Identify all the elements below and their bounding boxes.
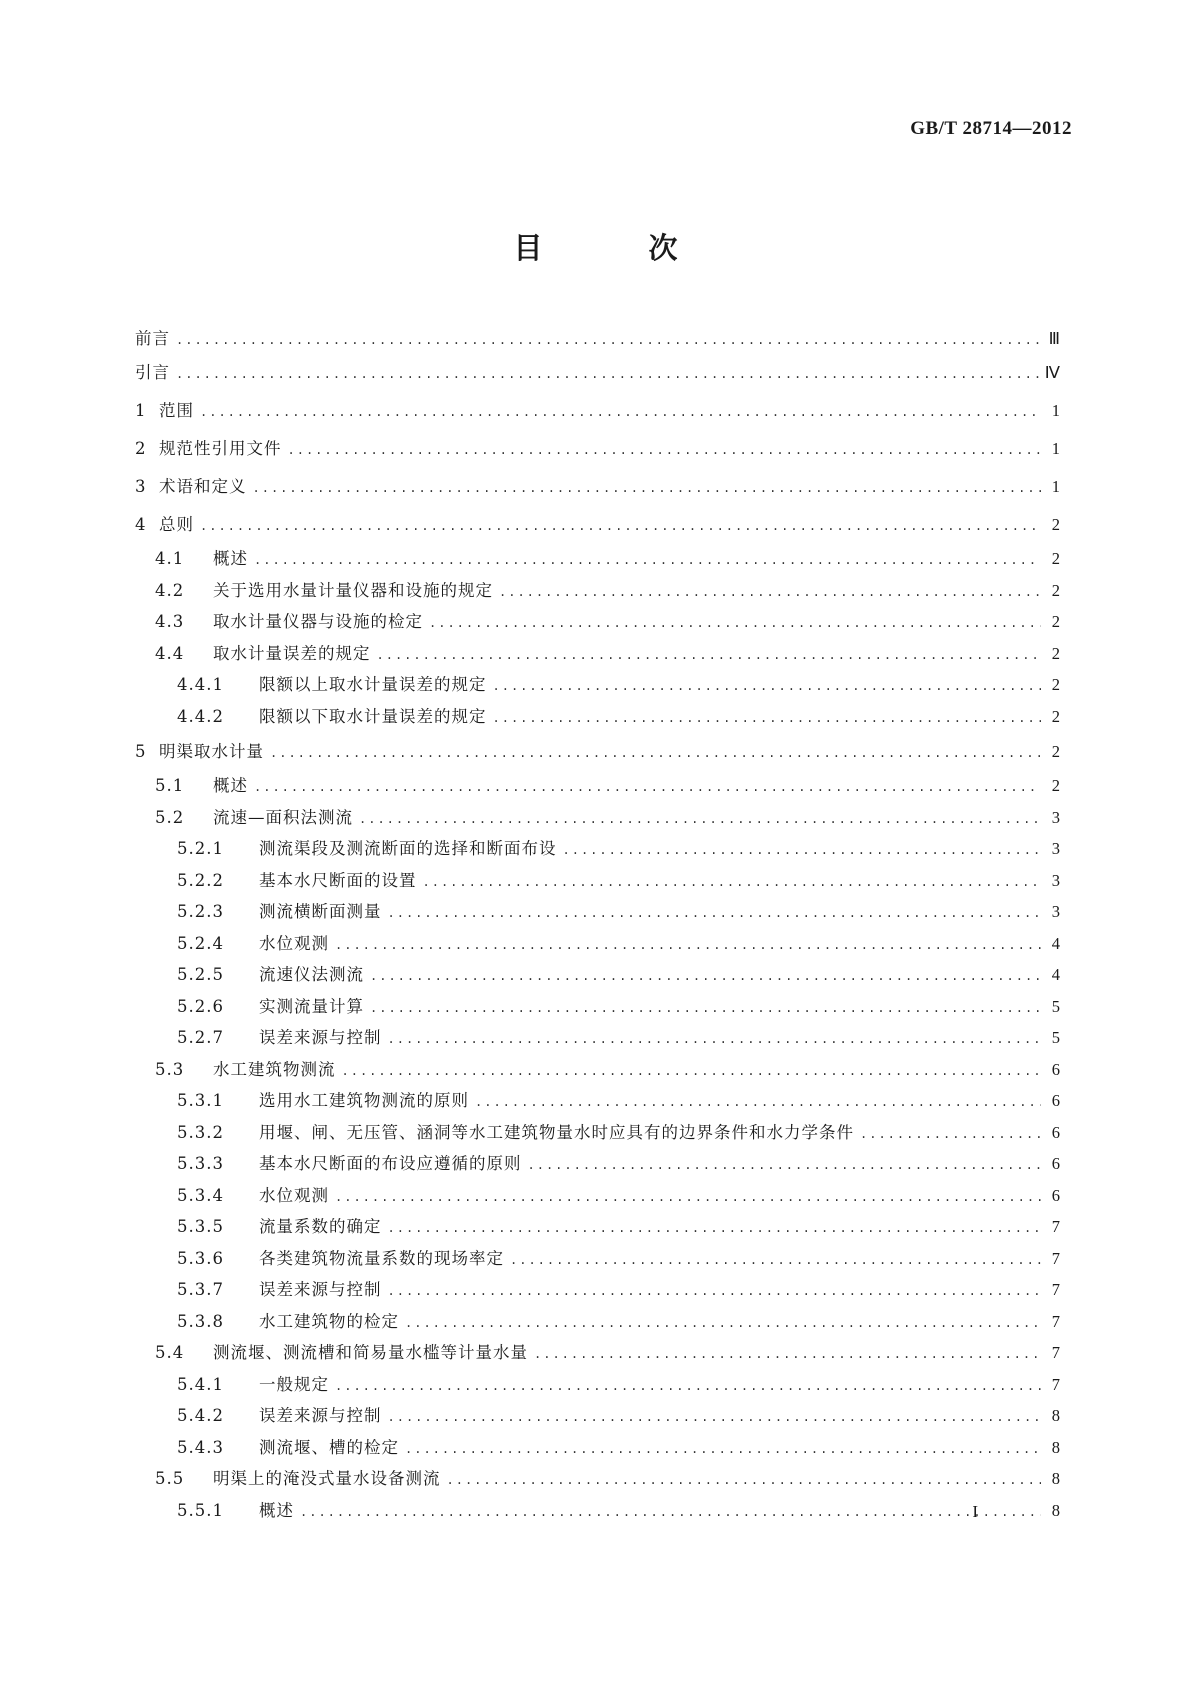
toc-entry-title: 总则	[159, 515, 194, 534]
toc-entry-page: 4	[1051, 965, 1061, 984]
toc-leader-dots	[528, 1158, 1042, 1172]
toc-entry-page: 2	[1051, 776, 1061, 795]
toc-leader-dots	[370, 1001, 1041, 1015]
toc-entry-title: 误差来源与控制	[259, 1028, 382, 1047]
toc-leader-dots	[499, 585, 1041, 599]
toc-entry	[135, 804, 1061, 836]
toc-leader-dots	[342, 1064, 1042, 1078]
toc-entry	[135, 1213, 1061, 1245]
toc-entry-page: 1	[1051, 401, 1061, 420]
toc-entry	[135, 435, 1061, 469]
toc-entry-page: 8	[1051, 1469, 1061, 1488]
toc-leader-dots	[860, 1127, 1041, 1141]
toc-entry	[135, 1308, 1061, 1340]
toc-entry-page: 5	[1051, 996, 1061, 1016]
toc-entry-title: 水工建筑物的检定	[259, 1311, 399, 1331]
toc-entry	[135, 473, 1061, 507]
page-number: I	[972, 1502, 978, 1521]
toc-entry-page: 7	[1051, 1248, 1061, 1268]
toc-entry	[135, 961, 1061, 993]
toc-entry-number: 3	[135, 477, 147, 496]
toc-entry-title: 流量系数的确定	[259, 1217, 382, 1236]
toc-entry-number: 4.4.2	[177, 706, 224, 726]
toc-entry-number: 5.3.8	[177, 1311, 224, 1331]
toc-entry-title: 一般规定	[259, 1374, 329, 1394]
toc-entry	[135, 1150, 1061, 1182]
toc-leader-dots	[370, 969, 1041, 983]
toc-entry-number: 5.4.1	[177, 1374, 224, 1394]
toc-leader-dots	[534, 1347, 1041, 1361]
toc-leader-dots	[300, 1505, 1041, 1519]
toc-entry	[135, 1024, 1061, 1056]
toc-entry-title: 概述	[213, 776, 248, 795]
toc-entry-page: 3	[1051, 807, 1061, 827]
toc-entry-number: 5.4.2	[177, 1406, 224, 1425]
toc-entry-page: 7	[1051, 1311, 1061, 1331]
toc-entry-number: 5.3.2	[177, 1122, 224, 1142]
toc-entry-title: 基本水尺断面的布设应遵循的原则	[259, 1154, 522, 1173]
toc-entry-title: 明渠上的淹没式量水设备测流	[213, 1469, 441, 1488]
toc-entry-number: 4.2	[155, 580, 185, 600]
toc-leader-dots	[176, 367, 1039, 381]
toc-entry-title: 流速—面积法测流	[213, 807, 353, 827]
toc-entry-title: 取水计量误差的规定	[213, 643, 371, 663]
toc-entry	[135, 1245, 1061, 1277]
toc-entry-page: 5	[1051, 1028, 1061, 1047]
toc-entry-page: 8	[1051, 1406, 1061, 1425]
toc-entry-number: 5.2.3	[177, 902, 224, 921]
toc-entry-number: 5.2.1	[177, 839, 224, 858]
toc-entry-page: 6	[1051, 1185, 1061, 1205]
toc-entry-page: 3	[1051, 870, 1061, 890]
toc-entry	[135, 867, 1061, 899]
toc-entry	[135, 738, 1061, 772]
toc-entry	[135, 1119, 1061, 1151]
standard-code: GB/T 28714—2012	[910, 118, 1072, 139]
toc-entry-page: 3	[1051, 839, 1061, 858]
toc-entry-page: 8	[1051, 1437, 1061, 1457]
toc-entry	[135, 1276, 1061, 1308]
toc-entry-title: 限额以下取水计量误差的规定	[259, 706, 487, 726]
toc-entry	[135, 511, 1061, 545]
toc-entry-title: 误差来源与控制	[259, 1280, 382, 1299]
toc-leader-dots	[335, 1190, 1041, 1204]
toc-entry-number: 5.3	[155, 1059, 185, 1079]
toc-entry	[135, 325, 1061, 359]
toc-leader-dots	[388, 1032, 1042, 1046]
toc-entry-title: 实测流量计算	[259, 996, 364, 1016]
toc-entry-number: 5.3.4	[177, 1185, 224, 1205]
toc-entry-number: 5.2	[155, 807, 185, 827]
toc-leader-dots	[377, 648, 1042, 662]
toc-leader-dots	[405, 1442, 1041, 1456]
toc-entry-number: 5.2.5	[177, 965, 224, 984]
toc-entry	[135, 1339, 1061, 1371]
toc-entry-number: 4.3	[155, 612, 185, 631]
toc-entry	[135, 671, 1061, 703]
toc-entry-title: 限额以上取水计量误差的规定	[259, 675, 487, 694]
toc-entry	[135, 835, 1061, 867]
toc-entry	[135, 930, 1061, 962]
toc-entry-title: 关于选用水量计量仪器和设施的规定	[213, 580, 493, 600]
toc-entry	[135, 703, 1061, 735]
toc-entry	[135, 898, 1061, 930]
toc-entry-title: 水位观测	[259, 1185, 329, 1205]
toc-entry-number: 5.2.6	[177, 996, 224, 1016]
toc-entry	[135, 397, 1061, 431]
toc-leader-dots	[493, 711, 1042, 725]
toc-entry-page: 2	[1051, 549, 1061, 568]
toc-entry	[135, 640, 1061, 672]
toc-entry-title: 各类建筑物流量系数的现场率定	[259, 1248, 504, 1268]
page-title: 目 次	[513, 231, 726, 265]
toc-entry-page: 7	[1051, 1280, 1061, 1299]
toc-leader-dots	[200, 405, 1041, 419]
table-of-contents	[135, 325, 1061, 1528]
toc-entry-page: 1	[1051, 439, 1061, 458]
toc-entry-number: 5.5.1	[177, 1500, 224, 1520]
toc-leader-dots	[388, 1221, 1042, 1235]
toc-entry-title: 水位观测	[259, 933, 329, 953]
toc-leader-dots	[388, 906, 1042, 920]
toc-leader-dots	[176, 333, 1041, 347]
toc-entry	[135, 608, 1061, 640]
toc-entry-number: 5.2.7	[177, 1028, 224, 1047]
toc-entry-title: 误差来源与控制	[259, 1406, 382, 1425]
toc-entry-title: 用堰、闸、无压管、涵洞等水工建筑物量水时应具有的边界条件和水力学条件	[259, 1122, 854, 1142]
toc-entry-title: 测流渠段及测流断面的选择和断面布设	[259, 839, 557, 858]
toc-entry-number: 1	[135, 401, 147, 420]
toc-entry	[135, 1371, 1061, 1403]
toc-entry-page: 2	[1051, 515, 1061, 534]
toc-leader-dots	[270, 746, 1041, 760]
toc-entry-page: 1	[1051, 477, 1061, 496]
toc-entry	[135, 1497, 1061, 1529]
toc-entry-page: Ⅳ	[1044, 363, 1061, 382]
toc-leader-dots	[447, 1473, 1042, 1487]
toc-entry-number: 5.4	[155, 1343, 185, 1362]
toc-entry-title: 水工建筑物测流	[213, 1059, 336, 1079]
toc-entry-title: 测流堰、测流槽和简易量水槛等计量水量	[213, 1343, 528, 1362]
toc-entry-page: 2	[1051, 580, 1061, 600]
toc-leader-dots	[288, 443, 1042, 457]
toc-entry-title: 取水计量仪器与设施的检定	[213, 612, 423, 631]
toc-leader-dots	[254, 780, 1041, 794]
toc-entry-page: 7	[1051, 1374, 1061, 1394]
toc-entry-number: 5.5	[155, 1469, 185, 1488]
toc-entry	[135, 772, 1061, 804]
toc-entry-page: 6	[1051, 1091, 1061, 1110]
toc-entry-title: 测流横断面测量	[259, 902, 382, 921]
toc-entry-number: 5.1	[155, 776, 185, 795]
toc-entry-number: 4	[135, 515, 147, 534]
toc-entry	[135, 1402, 1061, 1434]
toc-entry-title: 范围	[159, 401, 194, 420]
toc-entry	[135, 1056, 1061, 1088]
toc-entry-title: 引言	[135, 363, 170, 382]
toc-entry-number: 2	[135, 439, 147, 458]
toc-entry-number: 5.2.4	[177, 933, 224, 953]
toc-leader-dots	[359, 812, 1041, 826]
toc-entry	[135, 993, 1061, 1025]
toc-entry-number: 5.3.6	[177, 1248, 224, 1268]
toc-entry-number: 5.3.3	[177, 1154, 224, 1173]
toc-leader-dots	[388, 1284, 1042, 1298]
toc-entry-page: 2	[1051, 612, 1061, 631]
toc-leader-dots	[493, 679, 1042, 693]
toc-entry-number: 5.3.7	[177, 1280, 224, 1299]
toc-leader-dots	[405, 1316, 1041, 1330]
toc-entry-page: 2	[1051, 742, 1061, 761]
toc-entry-title: 流速仪法测流	[259, 965, 364, 984]
toc-entry	[135, 1465, 1061, 1497]
toc-entry-page: 4	[1051, 933, 1061, 953]
toc-entry-number: 5.3.1	[177, 1091, 224, 1110]
toc-entry	[135, 1087, 1061, 1119]
toc-entry	[135, 577, 1061, 609]
toc-entry-page: 6	[1051, 1154, 1061, 1173]
toc-entry	[135, 545, 1061, 577]
toc-entry-number: 5.4.3	[177, 1437, 224, 1457]
toc-entry-page: 7	[1051, 1217, 1061, 1236]
toc-entry-title: 明渠取水计量	[159, 742, 264, 761]
toc-entry-number: 5	[135, 742, 147, 761]
toc-leader-dots	[388, 1410, 1042, 1424]
toc-entry	[135, 1434, 1061, 1466]
toc-leader-dots	[253, 481, 1042, 495]
toc-entry-title: 概述	[213, 549, 248, 568]
toc-entry-title: 选用水工建筑物测流的原则	[259, 1091, 469, 1110]
toc-leader-dots	[200, 519, 1041, 533]
toc-entry-title: 术语和定义	[159, 477, 247, 496]
toc-leader-dots	[423, 875, 1042, 889]
toc-entry-page: 8	[1051, 1500, 1061, 1520]
toc-entry-page: 2	[1051, 675, 1061, 694]
toc-entry-title: 概述	[259, 1500, 294, 1520]
toc-leader-dots	[510, 1253, 1041, 1267]
toc-entry-number: 5.3.5	[177, 1217, 224, 1236]
toc-entry-page: 3	[1051, 902, 1061, 921]
toc-leader-dots	[475, 1095, 1041, 1109]
toc-entry-title: 规范性引用文件	[159, 439, 282, 458]
toc-entry	[135, 359, 1061, 393]
toc-entry-page: 2	[1051, 706, 1061, 726]
toc-entry-page: 6	[1051, 1122, 1061, 1142]
toc-entry-page: 6	[1051, 1059, 1061, 1079]
toc-entry-page: Ⅲ	[1048, 329, 1061, 348]
toc-entry-page: 7	[1051, 1343, 1061, 1362]
toc-entry-number: 5.2.2	[177, 870, 224, 890]
toc-entry-page: 2	[1051, 643, 1061, 663]
toc-entry-number: 4.4.1	[177, 675, 224, 694]
toc-entry-title: 测流堰、槽的检定	[259, 1437, 399, 1457]
toc-entry-number: 4.1	[155, 549, 185, 568]
toc-entry-number: 4.4	[155, 643, 185, 663]
toc-entry	[135, 1182, 1061, 1214]
toc-entry-title: 基本水尺断面的设置	[259, 870, 417, 890]
toc-leader-dots	[335, 1379, 1041, 1393]
toc-leader-dots	[335, 938, 1041, 952]
toc-leader-dots	[254, 553, 1041, 567]
toc-leader-dots	[563, 843, 1042, 857]
toc-leader-dots	[429, 616, 1041, 630]
toc-entry-title: 前言	[135, 329, 170, 348]
